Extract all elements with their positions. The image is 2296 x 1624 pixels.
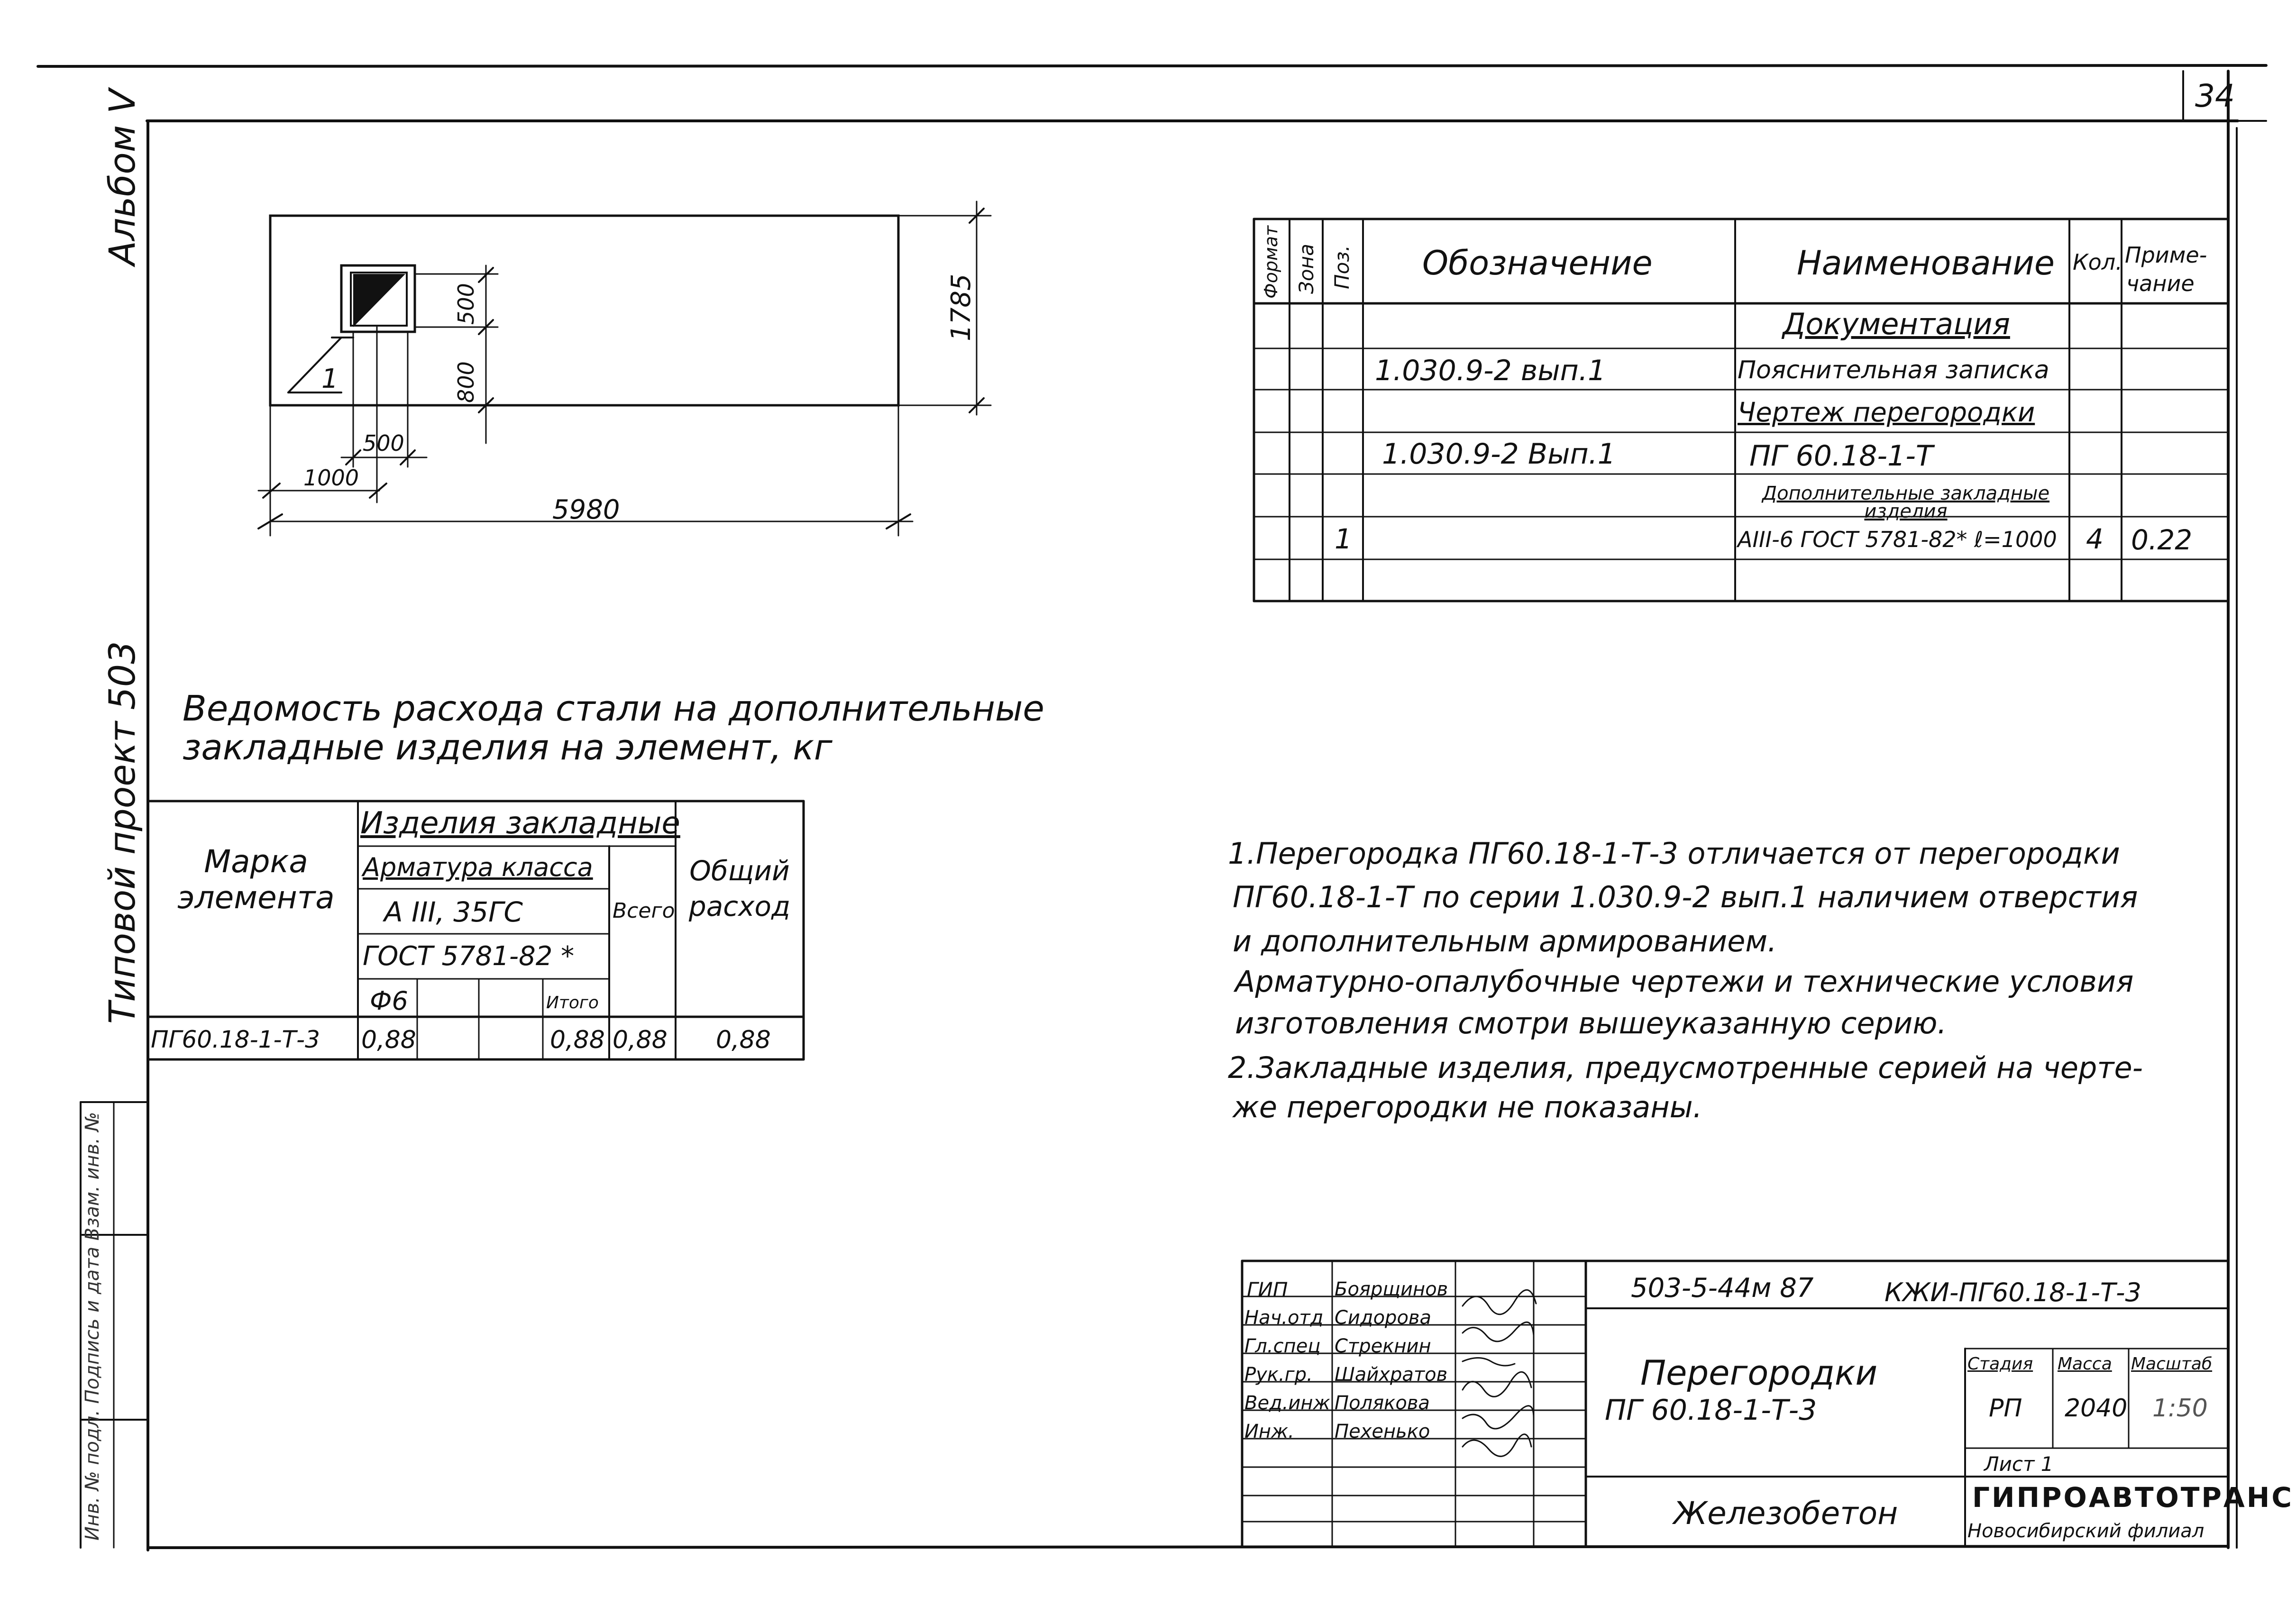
project-label: Типовой проект 503 [101, 641, 143, 1024]
spec-header-name: Наименование [1797, 244, 2055, 283]
note-line: и дополнительным армированием. [1233, 924, 1777, 958]
note-line: Арматурно-опалубочные чертежи и технические условия [1235, 964, 2134, 999]
dim-opening-width: 500 [363, 430, 404, 456]
title-role: Нач.отд [1244, 1307, 1324, 1329]
note-line: ПГ60.18-1-Т по серии 1.030.9-2 вып.1 наличием отверстия [1233, 880, 2138, 914]
spec-header-designation: Обозначение [1422, 244, 1653, 283]
title-name: Полякова [1335, 1392, 1430, 1414]
note-line: же перегородки не показаны. [1233, 1090, 1702, 1124]
steel-row-phi6: 0,88 [361, 1026, 416, 1054]
note-line: изготовления смотри вышеуказанную серию. [1235, 1006, 1947, 1040]
steel-col-items: Изделия закладные [360, 806, 680, 841]
dim-height: 1785 [946, 274, 977, 341]
steel-col-general: Общий расход [688, 855, 791, 923]
steel-title-line1: Ведомость расхода стали на дополнительные [183, 688, 1044, 729]
title-role: Гл.спец [1244, 1335, 1321, 1357]
title-doc-number: 503-5-44м 87 [1631, 1273, 1814, 1304]
side-inventory-label: Инв. № подл. Подпись и дата Взам. инв. № [82, 1112, 103, 1541]
title-name: Пехенько [1335, 1421, 1430, 1442]
steel-row-general: 0,88 [716, 1026, 771, 1054]
page-number: 34 [2195, 78, 2235, 114]
title-role: Вед.инж [1244, 1392, 1330, 1414]
album-label: Альбом V [101, 89, 143, 265]
spec-row-name: Документация [1783, 307, 2010, 341]
title-stage: РП [1989, 1394, 2022, 1423]
spec-header-qty: Кол. [2073, 249, 2122, 275]
spec-row-name: АIII-6 ГОСТ 5781-82* ℓ=1000 [1738, 527, 2057, 552]
spec-row-name: Чертеж перегородки [1738, 397, 2035, 428]
note-line: 1.Перегородка ПГ60.18-1-Т-3 отличается от перегородки [1228, 836, 2120, 871]
spec-row-designation: 1.030.9-2 Вып.1 [1382, 438, 1616, 471]
spec-header-pos: Поз. [1330, 245, 1354, 289]
steel-col-itogo: Итого [546, 993, 599, 1013]
title-scale: 1:50 [2152, 1394, 2208, 1423]
callout-number: 1 [321, 364, 338, 394]
spec-row-pos: 1 [1335, 523, 1352, 555]
note-line: 2.Закладные изделия, предусмотренные серией на черте- [1228, 1050, 2143, 1085]
steel-row-mark: ПГ60.18-1-Т-3 [151, 1026, 320, 1053]
spec-header-zone: Зона [1295, 244, 1318, 294]
steel-col-rebar: Арматура класса [363, 852, 593, 882]
title-role: Инж. [1244, 1421, 1294, 1442]
spec-row-name: Дополнительные закладные изделия [1762, 483, 2050, 522]
steel-col-phi: Ф6 [370, 986, 408, 1016]
title-mass: 2040 [2065, 1394, 2128, 1423]
spec-row-name: ПГ 60.18-1-Т [1749, 439, 1933, 473]
title-city: Новосибирский филиал [1967, 1520, 2205, 1542]
title-name-line2: ПГ 60.18-1-Т-3 [1605, 1394, 1817, 1427]
dim-length: 5980 [552, 494, 620, 525]
title-stage-label: Стадия [1967, 1354, 2033, 1374]
title-name-line1: Перегородки [1640, 1353, 1878, 1393]
title-scale-label: Масштаб [2131, 1354, 2213, 1374]
steel-title-line2: закладные изделия на элемент, кг [183, 727, 832, 768]
spec-header-note-1: Приме- [2125, 242, 2207, 268]
title-role: ГИП [1247, 1278, 1288, 1301]
title-name: Сидорова [1335, 1307, 1432, 1329]
steel-row-total: 0,88 [613, 1026, 668, 1054]
dim-offset-y: 800 [453, 361, 479, 403]
spec-header-note-2: чание [2126, 271, 2195, 296]
dim-offset-x: 1000 [303, 465, 359, 491]
title-sheet: Лист 1 [1984, 1452, 2054, 1476]
steel-row-itogo: 0,88 [550, 1026, 605, 1054]
steel-col-class: А III, 35ГС [384, 896, 523, 928]
title-role: Рук.гр. [1244, 1364, 1313, 1386]
spec-row-name: Пояснительная записка [1738, 356, 2049, 384]
title-mass-label: Масса [2058, 1354, 2112, 1374]
title-name: Шайхратов [1335, 1364, 1448, 1386]
steel-col-mark: Марка элемента [177, 843, 335, 916]
title-organization: ГИПРОАВТОТРАНС [1972, 1481, 2294, 1514]
dim-opening-height: 500 [453, 283, 479, 325]
title-name: Боярщинов [1335, 1278, 1448, 1300]
title-material: Железобетон [1674, 1495, 1898, 1532]
spec-row-designation: 1.030.9-2 вып.1 [1375, 354, 1606, 387]
title-code: КЖИ-ПГ60.18-1-Т-3 [1884, 1277, 2141, 1307]
steel-col-gost: ГОСТ 5781-82 * [363, 941, 575, 972]
spec-row-qty: 4 [2086, 523, 2104, 555]
spec-row-note: 0.22 [2131, 524, 2193, 556]
spec-header-format: Формат [1261, 225, 1281, 299]
title-name: Стрекнин [1335, 1335, 1431, 1357]
steel-col-total: Всего [613, 899, 675, 923]
